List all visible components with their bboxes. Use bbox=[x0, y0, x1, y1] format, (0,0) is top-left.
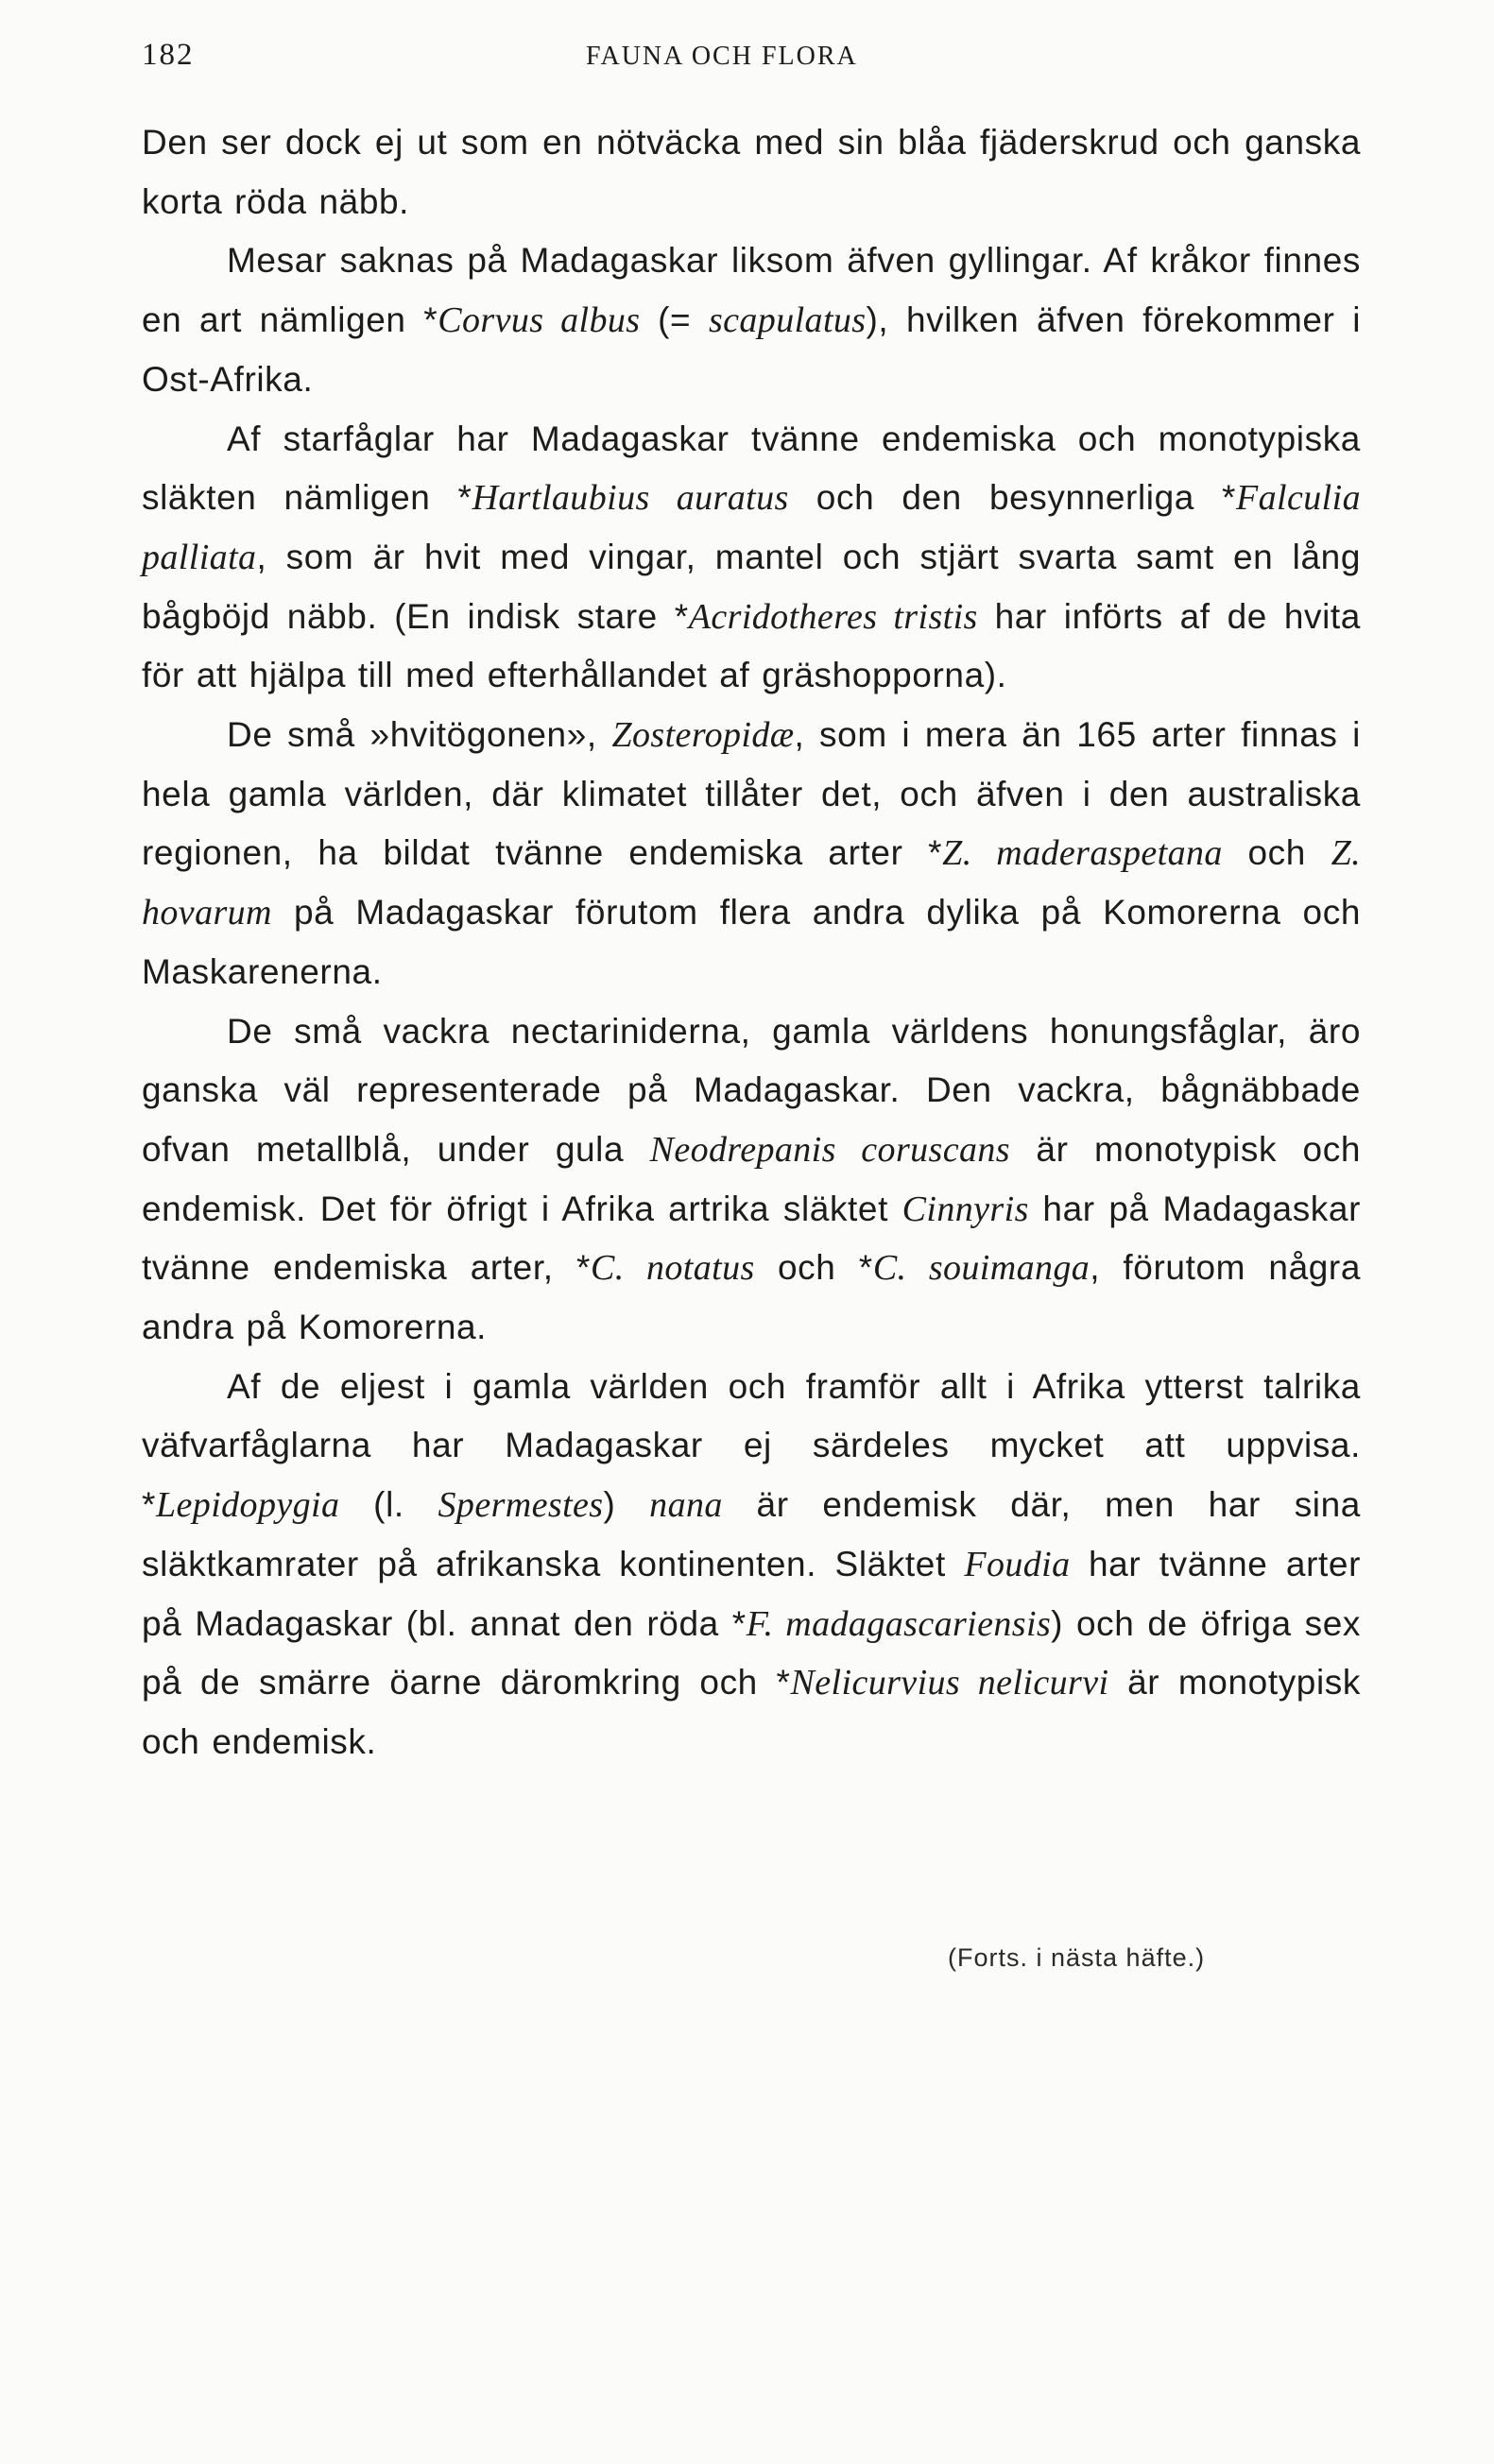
italic-taxon-name: Z. hovarum bbox=[142, 833, 1361, 933]
text-run: , förutom några andra på Komorerna. bbox=[142, 1248, 1362, 1347]
italic-taxon-name: C. souimanga bbox=[872, 1248, 1090, 1289]
text-run: ) och de öfriga sex på de smärre öarne däromkring och * bbox=[142, 1603, 1362, 1703]
text-run: har på Madagaskar tvänne endemiska arter, * bbox=[142, 1189, 1361, 1288]
italic-taxon-name: nana bbox=[649, 1485, 723, 1526]
italic-taxon-name: Zosteropidæ bbox=[611, 715, 795, 756]
page-number: 182 bbox=[142, 38, 195, 72]
italic-taxon-name: Cinnyris bbox=[902, 1189, 1029, 1229]
paragraph bbox=[142, 706, 1361, 1002]
text-run: De små »hvitögonen», bbox=[227, 715, 612, 755]
italic-taxon-name: Foudia bbox=[964, 1544, 1071, 1584]
text-run: har införts af de hvita för att hjälpa till med efterhållandet af gräshopporna). bbox=[142, 596, 1361, 695]
italic-taxon-name: Spermestes bbox=[438, 1485, 604, 1526]
text-run: och den besynnerliga * bbox=[788, 478, 1237, 518]
italic-taxon-name: C. notatus bbox=[590, 1248, 755, 1289]
text-run: (= bbox=[640, 300, 709, 340]
italic-taxon-name: Hartlaubius auratus bbox=[472, 478, 789, 519]
text-run: och * bbox=[754, 1248, 873, 1288]
paragraph bbox=[142, 1358, 1361, 1772]
text-run: Af starfåglar har Madagaskar tvänne endemiska och monotypiska släkten nämligen * bbox=[142, 419, 1361, 518]
text-run: är endemisk där, men har sina släktkamrater på afrikanska kontinenten. Släktet bbox=[142, 1485, 1361, 1583]
italic-taxon-name: Acridotheres tristis bbox=[688, 596, 978, 637]
text-run: , som är hvit med vingar, mantel och stjärt svarta samt en lång bågböjd näbb. (En indisk stare * bbox=[142, 537, 1361, 636]
italic-taxon-name: scapulatus bbox=[708, 300, 867, 341]
page-header bbox=[142, 38, 1361, 85]
text-run: ), hvilken äfven förekommer i Ost-Afrika. bbox=[142, 300, 1362, 399]
text-run: är monotypisk och endemisk. bbox=[142, 1663, 1361, 1761]
italic-taxon-name: Lepidopygia bbox=[156, 1485, 340, 1526]
paragraph bbox=[142, 231, 1361, 409]
body-text bbox=[142, 113, 1361, 1772]
text-run: har tvänne arter på Madagaskar (bl. annat den röda * bbox=[142, 1544, 1362, 1643]
italic-taxon-name: F. madagascariensis bbox=[746, 1603, 1052, 1644]
italic-taxon-name: Z. maderaspetana bbox=[942, 833, 1223, 874]
italic-taxon-name: Nelicurvius nelicurvi bbox=[790, 1663, 1109, 1703]
text-run: är monotypisk och endemisk. Det för öfrigt i Afrika artrika släktet bbox=[142, 1129, 1361, 1228]
text-run: (l. bbox=[339, 1485, 438, 1525]
italic-taxon-name: Falculia palliata bbox=[142, 478, 1361, 577]
text-run: De små vackra nectariniderna, gamla världens honungsfåglar, äro ganska väl representerade på Madagaskar. Den vackra, bågnäbbade ofvan metallblå, under gula bbox=[142, 1011, 1361, 1169]
text-run: ) bbox=[603, 1485, 650, 1525]
text-run: och bbox=[1222, 833, 1331, 873]
text-run: Af de eljest i gamla världen och framför allt i Afrika ytterst talrika väfvarfåglarna har Madagaskar ej särdeles mycket att uppvisa. * bbox=[142, 1366, 1361, 1525]
text-run: på Madagaskar förutom flera andra dylika på Komorerna och Maskarenerna. bbox=[142, 893, 1361, 991]
continuation-note: (Forts. i nästa häfte.) bbox=[948, 1943, 1206, 1972]
running-head: FAUNA OCH FLORA bbox=[586, 42, 858, 71]
text-run: Mesar saknas på Madagaskar liksom äfven gyllingar. Af kråkor finnes en art nämligen * bbox=[142, 241, 1361, 340]
paragraph bbox=[142, 410, 1361, 707]
italic-taxon-name: Corvus albus bbox=[438, 300, 641, 341]
italic-taxon-name: Neodrepanis coruscans bbox=[649, 1129, 1010, 1170]
paragraph bbox=[142, 1002, 1361, 1358]
text-run: , som i mera än 165 arter finnas i hela gamla världen, där klimatet tillåter det, och äfven i den australiska regionen, ha bildat tvänne endemiska arter * bbox=[142, 715, 1361, 873]
text-run: Den ser dock ej ut som en nötväcka med sin blåa fjäderskrud och ganska korta röda näbb. bbox=[142, 123, 1361, 221]
paragraph bbox=[142, 113, 1361, 231]
